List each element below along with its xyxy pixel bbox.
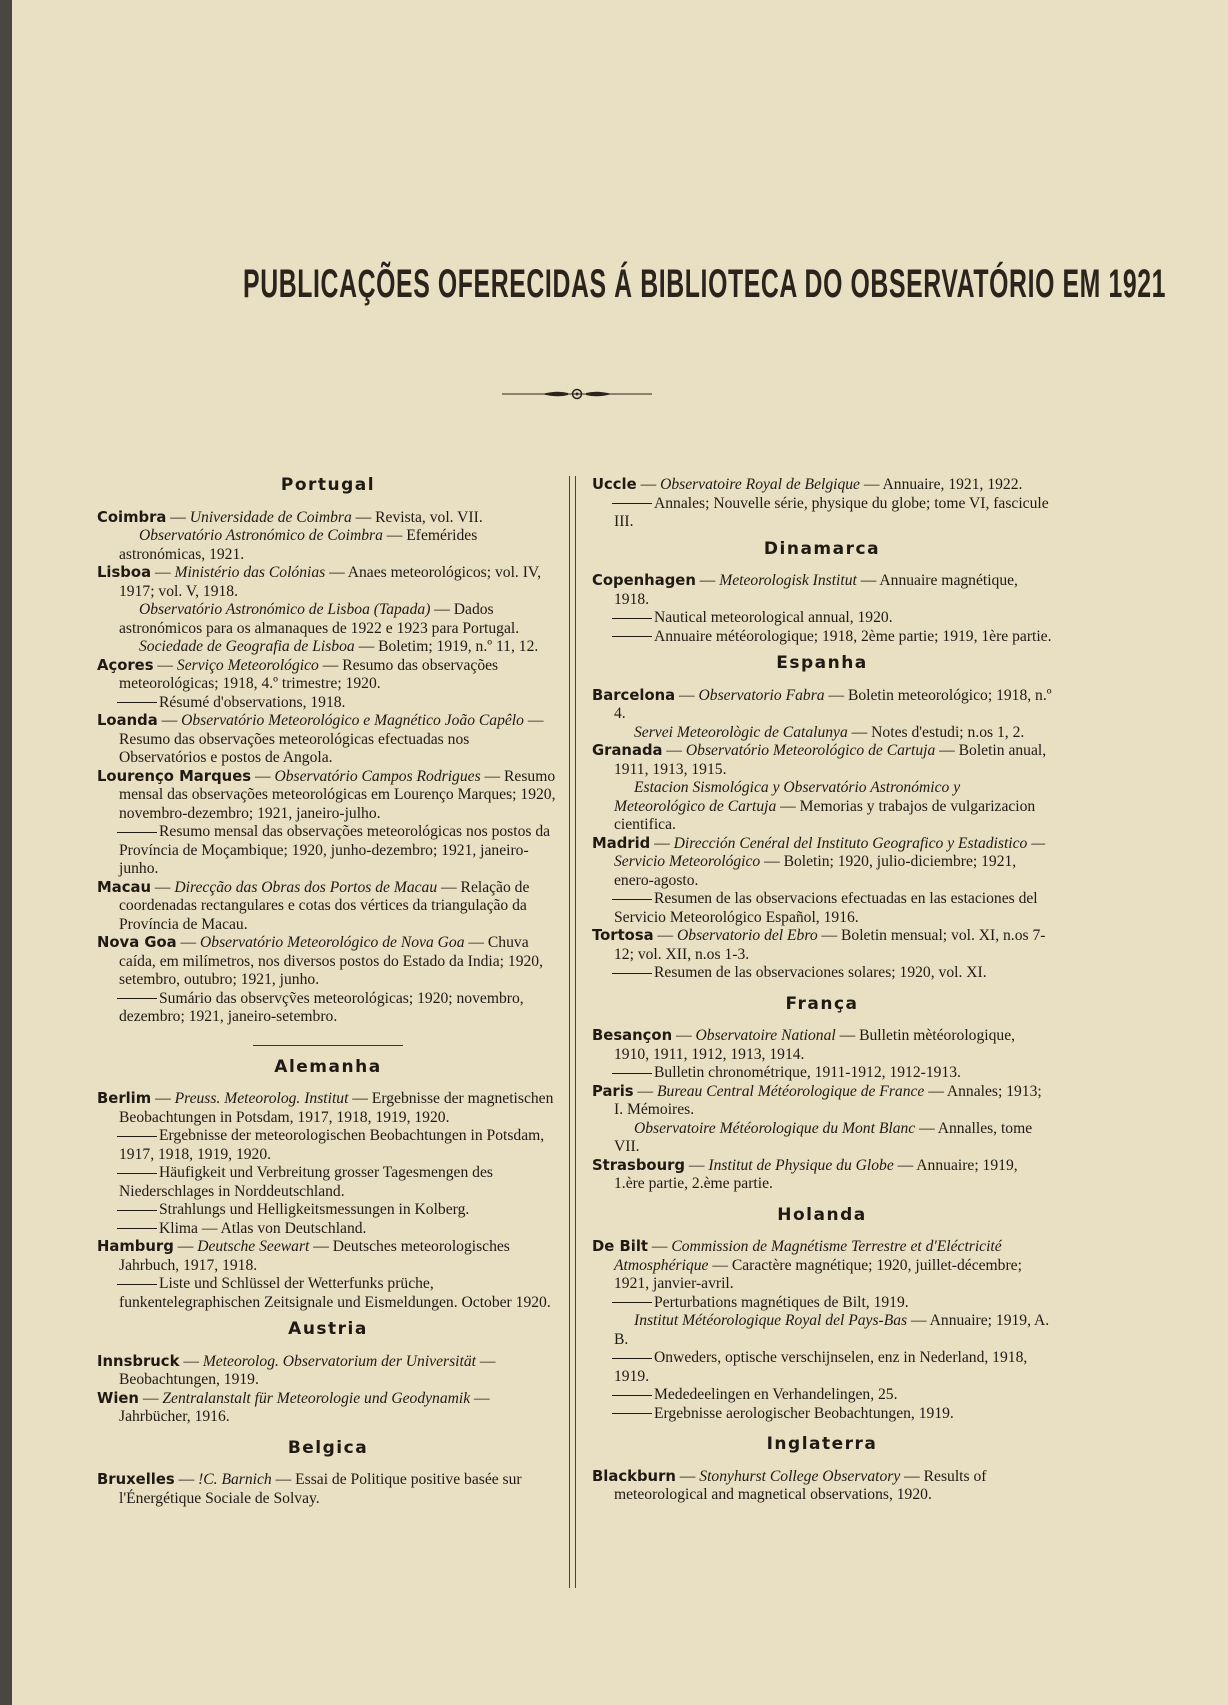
entry-lisboa: Lisboa — Ministério das Colónias — Anaes meteorológicos; vol. IV, 1917; vol. V, 1918. (97, 564, 542, 600)
book-binding-edge (0, 0, 12, 1705)
entry-granada: Granada — Observatório Meteorológico de Cartuja — Boletin anual, 1911, 1913, 1915. (592, 742, 1047, 778)
entry-hamburg: Hamburg — Deutsche Seewart — Deutsches meteorologisches Jahrbuch, 1917, 1918. (97, 1238, 510, 1274)
entry-nova-goa: Nova Goa — Observatório Meteorológico de Nova Goa — Chuva caída, em milímetros, nos diversos postos do Estado da India; 1920, setembro, outubro; 1921, junho. (97, 934, 544, 988)
entry-berlim-klima: Klima — Atlas von Deutschland. (97, 1220, 559, 1239)
title-ornament (502, 388, 652, 400)
entry-copenhagen-nautical: Nautical meteorological annual, 1920. (592, 609, 1052, 628)
entry-tortosa-resumen: Resumen de las observaciones solares; 1920, vol. XI. (592, 964, 1052, 983)
left-column (97, 476, 559, 1508)
entry-bruxelles: Bruxelles — !C. Barnich — Essai de Politique positive basée sur l'Énergétique Sociale de Solvay. (97, 1471, 522, 1507)
entry-lisboa-tapada: Observatório Astronómico de Lisboa (Tapada) — Dados astronómicos para os almanaques de 1922 e 1923 para Portugal. (119, 601, 520, 637)
entry-de-bilt: De Bilt — Commission de Magnétisme Terrestre et d'Eléctricité Atmosphérique — Caractère magnétique; 1920, juillet-décembre; 1921, janvier-avril. (592, 1238, 1022, 1292)
entry-lourenco-marques: Lourenço Marques — Observatório Campos Rodrigues — Resumo mensal das observações meteorológicas em Lourenço Marques; 1920, novembro-dezembro; 1921, janeiro-julho. (97, 767, 556, 822)
entry-madrid: Madrid — Dirección Cenéral del Instituto Geografico y Estadistico — Servicio Meteorológico — Boletin; 1920, julio-diciembre; 1921, enero-agosto. (592, 834, 1046, 889)
entry-macau: Macau — Direcção das Obras dos Portos de Macau — Relação de coordenadas rectangulares e cotas dos vértices da triangulação da Província de Macau. (97, 878, 530, 933)
entry-innsbruck: Innsbruck — Meteorolog. Observatorium der Universität — Beobachtungen, 1919. (97, 1352, 496, 1388)
entry-blackburn: Blackburn — Stonyhurst College Observatory — Results of meteorological and magnetical observations, 1920. (592, 1467, 987, 1503)
entry-de-bilt-mededeelingen: Mededeelingen en Verhandelingen, 25. (592, 1386, 1052, 1405)
section-heading-inglaterra: Inglaterra (766, 1434, 878, 1454)
entry-barcelona: Barcelona — Observatorio Fabra — Boletin meteorológico; 1918, n.º 4. (592, 686, 1052, 722)
entry-lisboa-sociedade: Sociedade de Geografia de Lisboa — Boletim; 1919, n.º 11, 12. (139, 638, 539, 655)
entry-acores: Açores — Serviço Meteorológico — Resumo das observações meteorológicas; 1918, 4.º trimestre; 1920. (97, 656, 499, 692)
entry-nova-goa-sumario: Sumário das observçṽes meteorológicas; 1920; novembro, dezembro; 1921, janeiro-setembro. (119, 989, 524, 1025)
entry-tortosa: Tortosa — Observatorio del Ebro — Boletin mensual; vol. XI, n.os 7-12; vol. XII, n.os 1-3. (592, 927, 1046, 963)
entry-coimbra: Coimbra — Universidade de Coimbra — Revista, vol. VII. (97, 508, 483, 526)
entry-berlim-meteorologischen: Ergebnisse der meteorologischen Beobachtungen in Potsdam, 1917, 1918, 1919, 1920. (119, 1127, 545, 1163)
entry-de-bilt-onweders: Onweders, optische verschijnselen, enz in Nederland, 1918, 1919. (614, 1349, 1028, 1385)
section-heading-portugal: Portugal (280, 475, 376, 495)
section-heading-belgica: Belgica (287, 1437, 369, 1458)
entry-strasbourg: Strasbourg — Institut de Physique du Globe — Annuaire; 1919, 1.ère partie, 2.ème partie. (592, 1156, 1018, 1192)
entry-paris-mont-blanc: Observatoire Météorologique du Mont Blanc — Annalles, tome VII. (614, 1119, 1033, 1155)
document-page (12, 0, 1228, 1705)
page-title: PUBLICAÇÕES OFERECIDAS Á BIBLIOTECA DO OBSERVATÓRIO EM 1921 (243, 262, 1167, 306)
entry-coimbra-observatorio: Observatório Astronómico de Coimbra — Efemérides astronómicas, 1921. (119, 527, 478, 563)
entry-barcelona-servei: Servei Meteorològic de Catalunya — Notes d'estudi; n.os 1, 2. (634, 723, 1025, 741)
section-rule (253, 1045, 403, 1046)
entry-granada-estacion: Estacion Sismológica y Observatório Astronómico y Meteorológico de Cartuja — Memorias y trabajos de vulgarizacion cientifica. (614, 779, 1036, 833)
section-heading-espanha: Espanha (776, 653, 868, 673)
entry-berlim-haufigkeit: Häufigkeit und Verbreitung grosser Tagesmengen des Niederschlages in Norddeutschland. (119, 1164, 493, 1200)
entry-copenhagen-annuaire: Annuaire météorologique; 1918, 2ème partie; 1919, 1ère partie. (592, 628, 1052, 647)
entry-lourenco-marques-postos: Resumo mensal das observações meteorológicas nos postos da Província de Moçambique; 1920, junho-dezembro; 1921, janeiro-junho. (119, 823, 551, 877)
entry-uccle: Uccle — Observatoire Royal de Belgique — Annuaire, 1921, 1922. (592, 476, 1023, 493)
section-heading-alemanha: Alemanha (274, 1056, 382, 1077)
entry-acores-resume: Résumé d'observations, 1918. (97, 694, 559, 713)
entry-paris: Paris — Bureau Central Météorologique de France — Annales; 1913; I. Mémoires. (592, 1082, 1042, 1118)
entry-de-bilt-institut: Institut Météorologique Royal del Pays-Bas — Annuaire; 1919, A. B. (614, 1312, 1050, 1348)
column-divider (569, 476, 576, 1588)
entry-besancon: Besançon — Observatoire National — Bulletin mètéorologique, 1910, 1911, 1912, 1913, 1914. (592, 1027, 1016, 1063)
entry-copenhagen: Copenhagen — Meteorologisk Institut — Annuaire magnétique, 1918. (592, 572, 1018, 608)
entry-hamburg-liste: Liste und Schlüssel der Wetterfunks prüche, funkentelegraphischen Zeitsignale und Eismeldungen. October 1920. (119, 1275, 551, 1311)
section-heading-dinamarca: Dinamarca (763, 538, 881, 559)
right-column (592, 476, 1052, 1505)
entry-besancon-chronometrique: Bulletin chronométrique, 1911-1912, 1912-1913. (592, 1064, 1052, 1083)
entry-loanda: Loanda — Observatório Meteorológico e Magnético João Capêlo — Resumo das observações meteorológicas efectuadas nos Observatórios e postos de Angola. (97, 712, 544, 766)
section-heading-holanda: Holanda (777, 1204, 867, 1225)
section-heading-austria: Austria (288, 1319, 368, 1339)
entry-uccle-annales: Annales; Nouvelle série, physique du globe; tome VI, fascicule III. (614, 494, 1049, 530)
entry-de-bilt-ergebnisse: Ergebnisse aerologischer Beobachtungen, 1919. (592, 1405, 1052, 1424)
entry-berlim: Berlim — Preuss. Meteorolog. Institut — Ergebnisse der magnetischen Beobachtungen in Potsdam, 1917, 1918, 1919, 1920. (97, 1090, 554, 1126)
entry-madrid-resumen: Resumen de las observacions efectuadas en las estaciones del Servicio Meteorológico Español, 1916. (614, 890, 1038, 926)
entry-berlim-strahlungs: Strahlungs und Helligkeitsmessungen in Kolberg. (97, 1201, 559, 1220)
entry-wien: Wien — Zentralanstalt für Meteorologie und Geodynamik — Jahrbücher, 1916. (97, 1389, 490, 1425)
entry-de-bilt-perturbations: Perturbations magnétiques de Bilt, 1919. (592, 1294, 1052, 1313)
section-heading-franca: França (785, 993, 859, 1014)
